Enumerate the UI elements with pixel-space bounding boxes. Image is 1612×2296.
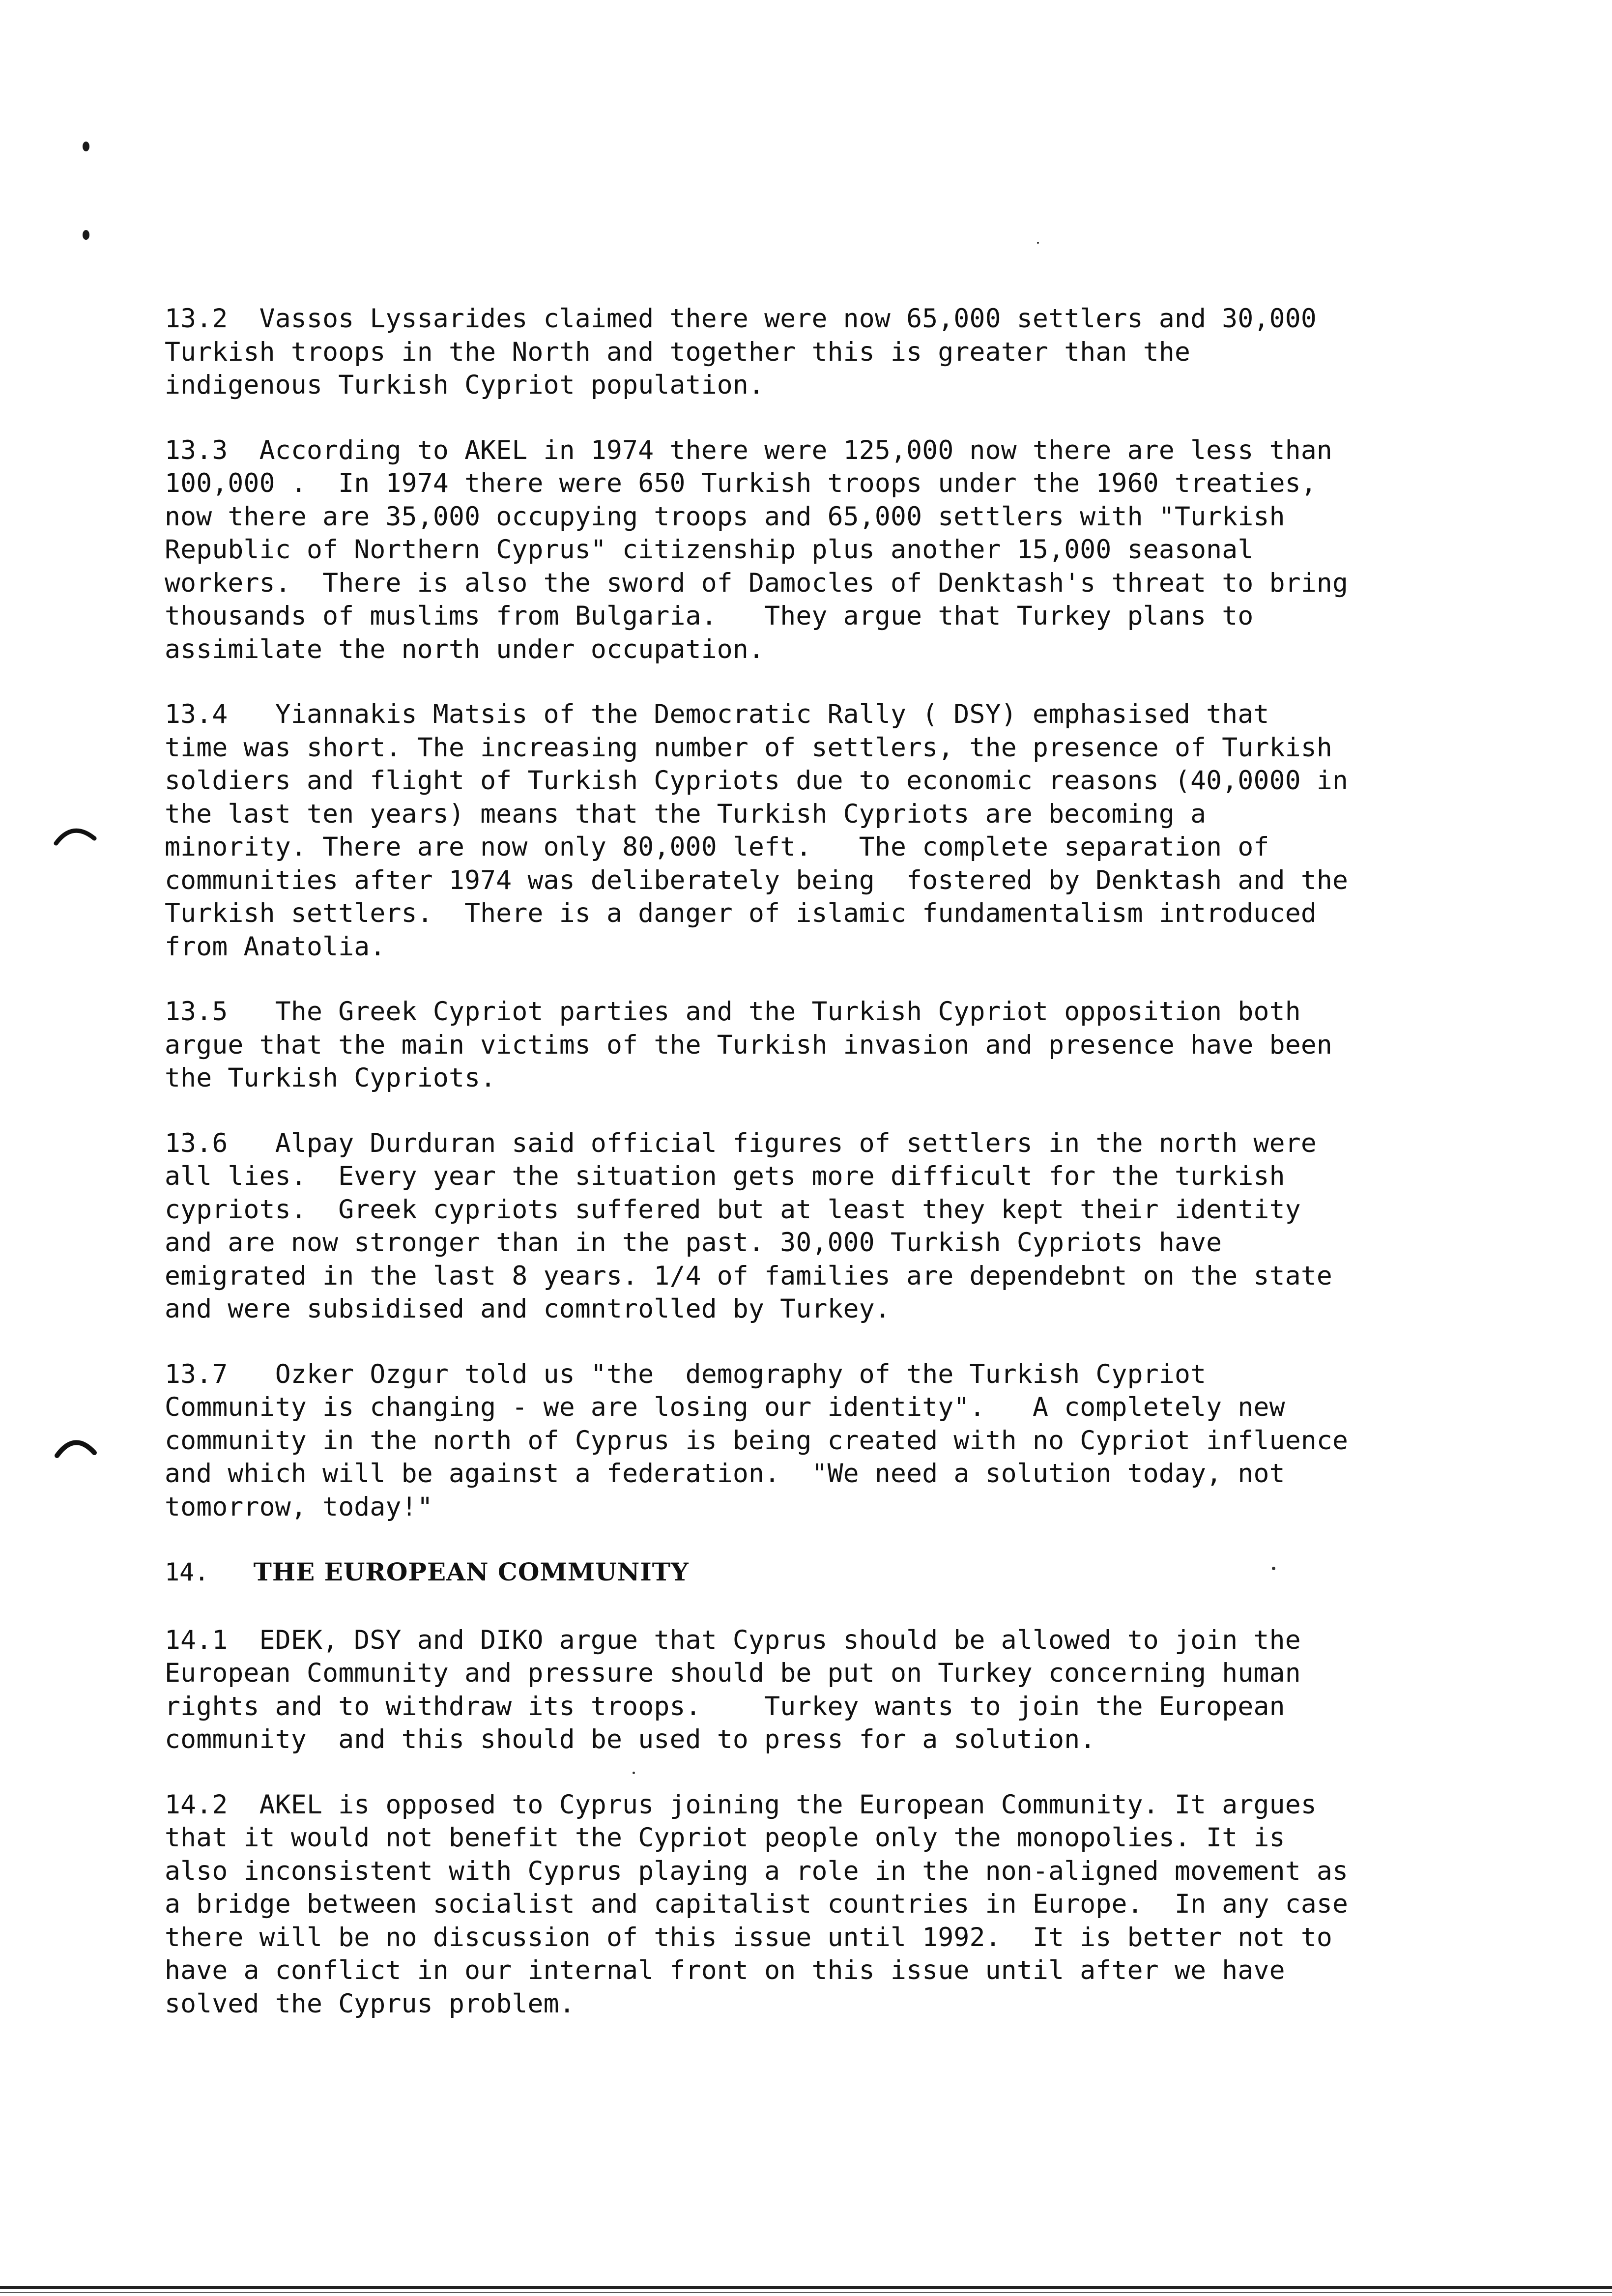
text-line: 14.1 EDEK, DSY and DIKO argue that Cyprus should be allowed to join the [165, 1625, 1301, 1655]
text-line: tomorrow, today!" [165, 1492, 433, 1522]
text-line: and which will be against a federation. "We need a solution today, not [165, 1459, 1285, 1489]
document-body [165, 302, 1442, 2052]
page-bottom-edge-shadow [0, 2292, 1612, 2293]
text-line: the last ten years) means that the Turkish Cypriots are becoming a [165, 799, 1207, 829]
section-title: THE EUROPEAN COMMUNITY [253, 1557, 689, 1586]
text-line: a bridge between socialist and capitalist countries in Europe. In any case [165, 1889, 1349, 1919]
section-number: 14. [165, 1558, 209, 1586]
binder-hole-mark-bottom [83, 230, 89, 240]
text-line: European Community and pressure should be put on Turkey concerning human [165, 1658, 1301, 1688]
text-line: and are now stronger than in the past. 30,000 Turkish Cypriots have [165, 1228, 1222, 1258]
paragraph-13-6 [165, 1127, 1442, 1326]
text-line: Community is changing - we are losing our identity". A completely new [165, 1392, 1285, 1422]
text-line: there will be no discussion of this issue until 1992. It is better not to [165, 1922, 1333, 1952]
text-line: now there are 35,000 occupying troops and 65,000 settlers with "Turkish [165, 501, 1285, 532]
text-line: cypriots. Greek cypriots suffered but at least they kept their identity [165, 1194, 1301, 1225]
text-line: all lies. Every year the situation gets more difficult for the turkish [165, 1161, 1285, 1191]
margin-arc-mark-upper [53, 824, 97, 847]
paragraph-13-7 [165, 1358, 1442, 1524]
paragraph-13-5 [165, 995, 1442, 1095]
text-line: that it would not benefit the Cypriot people only the monopolies. It is [165, 1823, 1285, 1853]
text-line: and were subsidised and comntrolled by Turkey. [165, 1294, 891, 1324]
text-line: indigenous Turkish Cypriot population. [165, 370, 765, 400]
text-line: 14.2 AKEL is opposed to Cyprus joining the European Community. It argues [165, 1789, 1317, 1820]
text-line: communities after 1974 was deliberately being fostered by Denktash and the [165, 865, 1349, 895]
text-line: argue that the main victims of the Turkish invasion and presence have been [165, 1030, 1333, 1060]
paragraph-13-2 [165, 302, 1442, 402]
text-line: Turkish troops in the North and together this is greater than the [165, 337, 1191, 367]
text-line: 13.7 Ozker Ozgur told us "the demography of the Turkish Cypriot [165, 1359, 1207, 1389]
paragraph-13-4 [165, 698, 1442, 963]
text-line: workers. There is also the sword of Damocles of Denktash's threat to bring [165, 568, 1349, 598]
text-line: time was short. The increasing number of settlers, the presence of Turkish [165, 732, 1333, 763]
text-line: 13.3 According to AKEL in 1974 there were 125,000 now there are less than [165, 435, 1333, 465]
margin-arc-mark-lower [54, 1435, 98, 1459]
text-line: also inconsistent with Cyprus playing a role in the non-aligned movement as [165, 1856, 1349, 1886]
paragraph-13-3 [165, 434, 1442, 666]
paragraph-14-1 [165, 1624, 1442, 1756]
text-line: 13.6 Alpay Durduran said official figures of settlers in the north were [165, 1128, 1317, 1158]
scan-speck [1037, 242, 1039, 244]
text-line: solved the Cyprus problem. [165, 1988, 575, 2019]
text-line: have a conflict in our internal front on this issue until after we have [165, 1955, 1285, 1985]
paragraph-14-2 [165, 1788, 1442, 2021]
text-line: assimilate the north under occupation. [165, 634, 765, 664]
text-line: minority. There are now only 80,000 left. The complete separation of [165, 832, 1269, 862]
text-line: community and this should be used to press for a solution. [165, 1724, 1096, 1754]
text-line: rights and to withdraw its troops. Turkey wants to join the European [165, 1691, 1285, 1722]
text-line: thousands of muslims from Bulgaria. They argue that Turkey plans to [165, 601, 1254, 631]
text-line: emigrated in the last 8 years. 1/4 of families are dependebnt on the state [165, 1261, 1333, 1291]
text-line: the Turkish Cypriots. [165, 1063, 496, 1093]
text-line: 100,000 . In 1974 there were 650 Turkish troops under the 1960 treaties, [165, 468, 1317, 498]
binder-hole-mark-top [83, 142, 89, 151]
text-line: from Anatolia. [165, 931, 386, 962]
text-line: 13.4 Yiannakis Matsis of the Democratic Rally ( DSY) emphasised that [165, 699, 1269, 729]
text-line: 13.2 Vassos Lyssarides claimed there were now 65,000 settlers and 30,000 [165, 304, 1317, 334]
text-line: Turkish settlers. There is a danger of islamic fundamentalism introduced [165, 898, 1317, 928]
section-heading [165, 1555, 1442, 1589]
page-bottom-edge [0, 2286, 1612, 2289]
text-line: community in the north of Cyprus is being created with no Cypriot influence [165, 1425, 1349, 1456]
text-line: Republic of Northern Cyprus" citizenship plus another 15,000 seasonal [165, 535, 1254, 565]
text-line: 13.5 The Greek Cypriot parties and the Turkish Cypriot opposition both [165, 997, 1301, 1027]
text-line: soldiers and flight of Turkish Cypriots due to economic reasons (40,0000 in [165, 766, 1349, 796]
